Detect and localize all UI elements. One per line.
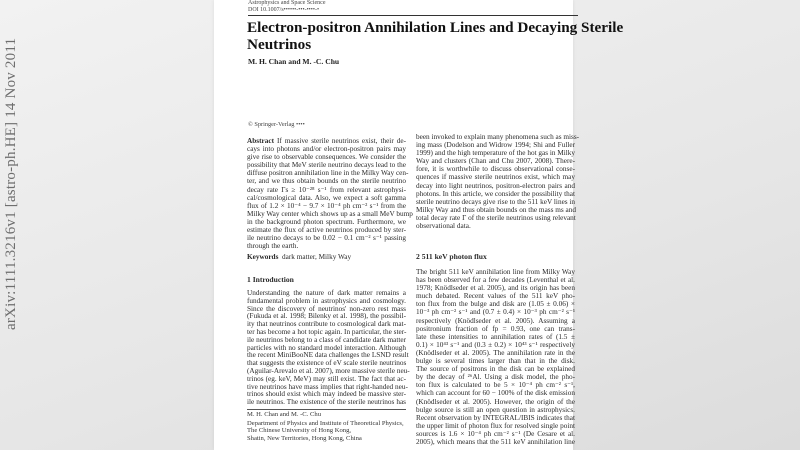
text-line: estimate the flux of active neutrinos produced by ster- [247,226,406,235]
copyright: © Springer-Verlag •••• [248,121,305,128]
footnote-authors: M. H. Chan and M. -C. Chu [247,411,321,418]
text-line: cays into photons and/or electron-positron pairs may [247,145,406,154]
photon-flux-text [416,268,575,446]
header-rule [248,15,578,16]
text-line: that suggests the existence of eV scale sterile neutrinos [247,359,407,368]
abstract-label: Abstract [247,137,274,145]
text-line: positronium fraction of fp = 0.93, one can trans- [416,324,575,333]
abstract [247,137,413,251]
text-line: tive neutrinos have mass implies that right-handed neu- [247,382,408,391]
journal-name: Astrophysics and Space Science [248,0,326,6]
text-line: particles with no standard model interaction. Although [247,343,406,352]
journal-header [248,0,325,14]
text-line: Milky Way and thus obtain bounds on the mass ms and [416,205,576,214]
text-line: respectively (Knödlseder et al. 2005). Assuming a [416,316,575,325]
text-line: The bright 511 keV annihilation line from Milky Way [416,268,575,276]
text-line: trinos should exist which may indeed be massive ster- [247,390,406,399]
keywords-label: Keywords [247,253,279,261]
text-line: 1978; Knödlseder et al. 2005), and its origin has been [416,284,575,293]
text-line: Since the discovery of neutrinos' non-zero rest mass [247,304,406,313]
footnote-rule [247,409,406,410]
doi: DOI 10.1007/s••••••-•••-••••-• [248,7,320,13]
text-line: ton flux is calculated to be 5 × 10⁻⁴ ph cm⁻² s⁻¹, [416,381,575,390]
text-line: bulge is several times larger than that in the disk. [416,357,575,366]
text-line: decay rate Γs ≥ 10⁻²⁸ s⁻¹ from relevant astrophysi- [247,185,406,194]
text-line: fore, it is worthwhile to discuss observational conse- [416,165,575,174]
text-line: the upper limit of photon flux for resolved single point [416,421,575,430]
affiliation-line: Shatin, New Territories, Hong Kong, China [247,434,362,442]
text-line: in the background photon spectrum. Furthermore, we [247,217,406,226]
text-line: total decay rate Γ of the sterile neutrinos using relevant [416,213,576,222]
text-line: (Aguilar-Arevalo et al. 2007), more massive sterile neu- [247,366,410,375]
text-line: ton flux from the bulge and disk are (1.05 ± 0.06) × [416,300,575,309]
text-line: has been observed for a few decades (Leventhal et al. [416,276,575,285]
text-line: The source of positrons in the disk can be explained [416,365,575,374]
affiliation-line: The Chinese University of Hong Kong, [247,427,352,435]
text-line: ity that neutrinos contribute to cosmological dark mat- [247,320,406,329]
text-line: Milky Way center which shows up as a small MeV bump [247,209,413,218]
text-line: Recent observation by INTEGRAL/IBIS indicates that [416,413,575,422]
affiliation-footnote [247,411,406,442]
section-heading-photon-flux: 2 511 keV photon flux [416,252,487,261]
text-line: bulge source is still an open question in astrophysics. [416,405,575,414]
text-line: decay into light neutrinos, positron-electron pairs and [416,181,575,190]
text-line: Understanding the nature of dark matter remains a [247,289,406,297]
text-line: observational data. [416,222,471,231]
text-line: 10⁻³ ph cm⁻² s⁻¹ and (0.7 ± 0.4) × 10⁻³ ph cm⁻² s⁻¹ [416,308,575,317]
text-line: trinos (eg. keV, MeV) may still exist. The fact that ac- [247,374,406,383]
text-line: diffuse positron annihilation line in the Milky Way cen- [247,169,409,178]
affiliation-line: Department of Physics and Institute of Theoretical Physics, [247,419,404,427]
paper-title [247,19,623,53]
text-line: cal/cosmological data. Also, we expect a soft gamma [247,193,406,202]
authors: M. H. Chan and M. -C. Chu [248,57,340,66]
text-line: through the earth. [247,242,299,251]
paper-page [214,0,624,450]
text-line: quences if massive sterile neutrinos exist, which may [416,173,575,182]
text-line: sources is 1.6 × 10⁻⁴ ph cm⁻² s⁻¹ (De Cesare et al. [416,429,575,438]
text-line: 2005), which means that the 511 keV annihilation line [416,437,575,446]
text-line: which can account for 60 − 100% of the disk emission [416,389,575,398]
introduction-text [247,289,410,407]
text-line: possibility that MeV sterile neutrino decays lead to the [247,161,406,170]
text-line: If massive sterile neutrinos exist, their de- [277,137,406,145]
text-line: flux of 1.2 × 10⁻⁴ − 9.7 × 10⁻⁴ ph cm⁻² s⁻¹ from the [247,201,406,210]
text-line: been invoked to explain many phenomena such as miss- [416,133,580,141]
text-line: 0.1) × 10⁴³ s⁻¹ and (0.3 ± 0.2) × 10⁴³ s⁻¹ respectively [416,340,575,349]
text-line: photons. In this article, we consider the possibility that [416,189,575,198]
keywords [247,253,406,261]
text-line: (Knödlseder et al. 2005). The annihilation rate in the [416,348,575,357]
text-line: ter, and we thus obtain bounds on the sterile neutrino [247,177,406,186]
text-line: ile neutrinos belong to a class of candidate dark matter [247,335,406,344]
text-line: give rise to observable consequences. We consider the [247,153,406,162]
text-line: late these intensities to annihilation rates of (1.5 ± [416,332,575,341]
section-heading-introduction: 1 Introduction [247,275,294,284]
text-line: much debated. Recent values of the 511 keV pho- [416,292,575,301]
text-line: 1999) and the high temperature of the hot gas in Milky [416,149,576,158]
arxiv-stamp: arXiv:1111.3216v1 [astro-ph.HE] 14 Nov 2011 [3,37,19,330]
keywords-text: dark matter, Milky Way [282,253,352,261]
introduction-continued [416,133,580,231]
text-line: ile neutrinos. The existence of the sterile neutrinos has [247,398,406,407]
text-line: (Fukuda et al. 1998; Bilenky et al. 1998), the possibil- [247,312,406,321]
text-line: ile neutrino decays to be 0.02 − 0.1 cm⁻² s⁻¹ passing [247,234,406,243]
text-line: (Knödlseder et al. 2005). However, the origin of the [416,397,575,406]
text-line: by the decay of ²⁶Al. Using a disk model, the pho- [416,373,575,382]
title-line: Neutrinos [247,36,312,53]
title-line: Electron-positron Annihilation Lines and Decaying Sterile [247,19,624,36]
text-line: fundamental problem in astrophysics and cosmology. [247,296,406,305]
text-line: ter has become a hot topic again. In particular, the ster- [247,327,407,336]
text-line: ing mass (Dodelson and Widrow 1994; Shi and Fuller [416,141,575,150]
text-line: sterile neutrino decays give rise to the 511 keV lines in [416,197,576,206]
text-line: the recent MiniBooNE data challenges the LSND result [247,351,409,360]
text-line: Way and clusters (Chan and Chu 2007, 2008). There- [416,157,575,166]
